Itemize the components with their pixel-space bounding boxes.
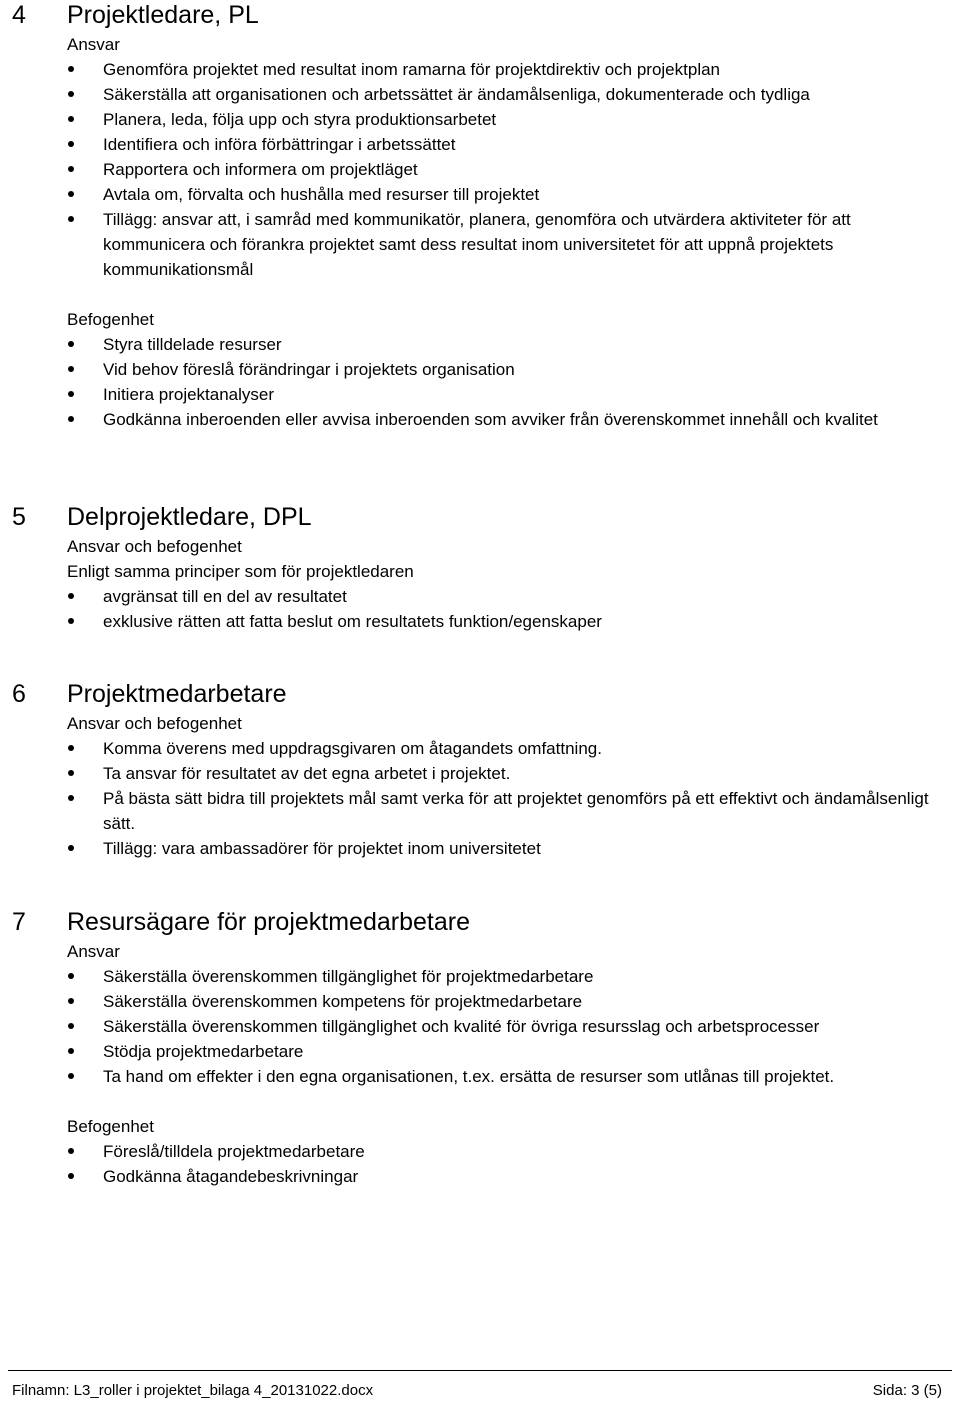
subheading-ansvar: Ansvar: [67, 35, 120, 54]
bullet-icon: [68, 191, 74, 197]
subheading-ansvar-och-befogenhet: Ansvar och befogenhet: [67, 714, 242, 733]
section-title: Projektmedarbetare: [67, 680, 287, 708]
bullet-icon: [68, 116, 74, 122]
list-item: Initiera projektanalyser: [0, 382, 960, 407]
bullet-icon: [68, 795, 74, 801]
section-7: [0, 907, 960, 1189]
section-title: Delprojektledare, DPL: [67, 503, 312, 531]
bullet-list-befogenhet: [0, 1139, 960, 1189]
bullet-icon: [68, 341, 74, 347]
footer-filename: Filnamn: L3_roller i projektet_bilaga 4_20131022.docx: [12, 1382, 374, 1399]
bullet-icon: [68, 973, 74, 979]
list-item: Planera, leda, följa upp och styra produktionsarbetet: [0, 107, 960, 132]
section-title: Projektledare, PL: [67, 1, 259, 29]
bullet-icon: [68, 1048, 74, 1054]
section-heading: [0, 679, 960, 709]
list-item: Styra tilldelade resurser: [0, 332, 960, 357]
list-item: Ta hand om effekter i den egna organisationen, t.ex. ersätta de resurser som utlånas till projektet.: [0, 1064, 960, 1089]
bullet-icon: [68, 998, 74, 1004]
bullet-icon: [68, 141, 74, 147]
list-item: Godkänna inberoenden eller avvisa inberoenden som avviker från överenskommet innehåll och kvalitet: [0, 407, 960, 432]
bullet-list-ansvar: [0, 57, 960, 282]
bullet-icon: [68, 91, 74, 97]
subheading-befogenhet: Befogenhet: [67, 1117, 154, 1136]
section-number: 7: [12, 908, 26, 936]
section-number: 5: [12, 503, 26, 531]
bullet-list: [0, 736, 960, 861]
bullet-icon: [68, 745, 74, 751]
section-6: [0, 679, 960, 861]
bullet-icon: [68, 1023, 74, 1029]
bullet-list-befogenhet: [0, 332, 960, 432]
bullet-icon: [68, 216, 74, 222]
bullet-icon: [68, 366, 74, 372]
section-heading: [0, 907, 960, 937]
bullet-icon: [68, 618, 74, 624]
list-item: Föreslå/tilldela projektmedarbetare: [0, 1139, 960, 1164]
bullet-icon: [68, 1073, 74, 1079]
bullet-icon: [68, 1173, 74, 1179]
subheading-ansvar: Ansvar: [67, 942, 120, 961]
footer-page-number: Sida: 3 (5): [872, 1382, 942, 1399]
section-number: 4: [12, 1, 26, 29]
list-item: Tillägg: vara ambassadörer för projektet inom universitetet: [0, 836, 960, 861]
list-item: Stödja projektmedarbetare: [0, 1039, 960, 1064]
bullet-icon: [68, 391, 74, 397]
section-title: Resursägare för projektmedarbetare: [67, 908, 470, 936]
bullet-list: [0, 584, 960, 634]
section-heading: [0, 0, 960, 30]
bullet-icon: [68, 416, 74, 422]
bullet-list-ansvar: [0, 964, 960, 1089]
section-5: [0, 502, 960, 634]
list-item: Identifiera och införa förbättringar i arbetssättet: [0, 132, 960, 157]
list-item: Genomföra projektet med resultat inom ramarna för projektdirektiv och projektplan: [0, 57, 960, 82]
list-item: Säkerställa överenskommen tillgänglighet och kvalité för övriga resursslag och arbetsprocesser: [0, 1014, 960, 1039]
list-item: Säkerställa överenskommen tillgänglighet för projektmedarbetare: [0, 964, 960, 989]
list-item: Säkerställa att organisationen och arbetssättet är ändamålsenliga, dokumenterade och tydliga: [0, 82, 960, 107]
list-item: Vid behov föreslå förändringar i projektets organisation: [0, 357, 960, 382]
list-item: Ta ansvar för resultatet av det egna arbetet i projektet.: [0, 761, 960, 786]
bullet-icon: [68, 845, 74, 851]
list-item: Rapportera och informera om projektläget: [0, 157, 960, 182]
list-item: Tillägg: ansvar att, i samråd med kommunikatör, planera, genomföra och utvärdera aktiviteter för att kommunicera och förankra projektet samt dess resultat inom universitetet för att uppnå projektets kommunikationsmål: [0, 207, 960, 282]
subheading-ansvar-och-befogenhet: Ansvar och befogenhet: [67, 537, 242, 556]
list-item: Godkänna åtagandebeskrivningar: [0, 1164, 960, 1189]
list-item: På bästa sätt bidra till projektets mål samt verka för att projektet genomförs på ett effektivt och ändamålsenligt sätt.: [0, 786, 960, 836]
list-item: Komma överens med uppdragsgivaren om åtagandets omfattning.: [0, 736, 960, 761]
section-number: 6: [12, 680, 26, 708]
bullet-icon: [68, 593, 74, 599]
section-4: [0, 0, 960, 432]
list-item: Avtala om, förvalta och hushålla med resurser till projektet: [0, 182, 960, 207]
list-item: avgränsat till en del av resultatet: [0, 584, 960, 609]
paragraph: Enligt samma principer som för projektledaren: [67, 562, 414, 581]
subheading-befogenhet: Befogenhet: [67, 310, 154, 329]
bullet-icon: [68, 66, 74, 72]
page-footer: [8, 1370, 952, 1407]
bullet-icon: [68, 166, 74, 172]
bullet-icon: [68, 770, 74, 776]
bullet-icon: [68, 1148, 74, 1154]
section-heading: [0, 502, 960, 532]
list-item: exklusive rätten att fatta beslut om resultatets funktion/egenskaper: [0, 609, 960, 634]
list-item: Säkerställa överenskommen kompetens för projektmedarbetare: [0, 989, 960, 1014]
